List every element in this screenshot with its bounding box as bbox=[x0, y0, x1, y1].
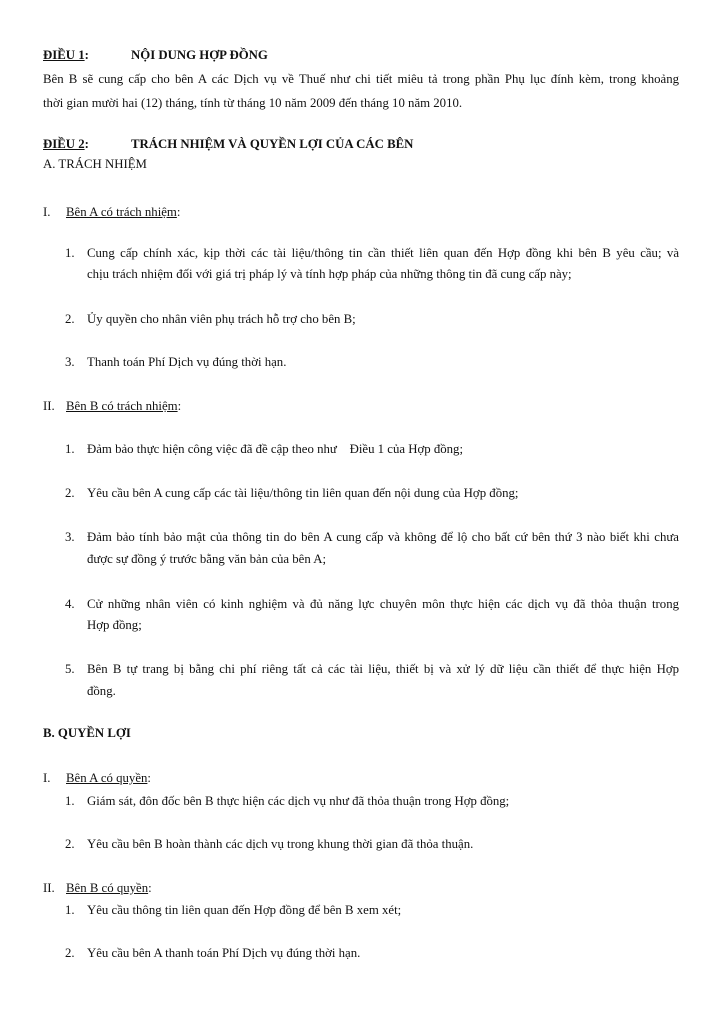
list-item-text: Thanh toán Phí Dịch vụ đúng thời hạn. bbox=[87, 355, 287, 369]
list-item-text: Yêu cầu bên A cung cấp các tài liệu/thông tin liên quan đến nội dung của Hợp đồng; bbox=[87, 486, 519, 500]
article1-number: ĐIỀU 1 bbox=[43, 48, 85, 62]
list-item-text: Cử những nhân viên có kinh nghiệm và đủ năng lực chuyên môn thực hiện các dịch vụ đã thỏa thuận trong bbox=[87, 597, 679, 611]
section-b-party-a-title-text: Bên A có quyền bbox=[66, 771, 148, 785]
article2-title: TRÁCH NHIỆM VÀ QUYỀN LỢI CỦA CÁC BÊN bbox=[131, 137, 414, 151]
section-a-party-b-title-text: Bên B có trách nhiệm bbox=[66, 399, 178, 413]
list-item-number: 3. bbox=[65, 530, 75, 544]
list-item-number: 2. bbox=[65, 946, 75, 960]
list-item-text: Hợp đồng; bbox=[87, 618, 142, 632]
section-a-party-a-title bbox=[66, 204, 180, 220]
article2-number: ĐIỀU 2 bbox=[43, 137, 85, 151]
article1-title: NỘI DUNG HỢP ĐỒNG bbox=[131, 48, 268, 62]
list-item-number: 1. bbox=[65, 442, 75, 456]
article1-colon: : bbox=[84, 48, 89, 62]
section-a-party-a-title-text: Bên A có trách nhiệm bbox=[66, 205, 177, 219]
section-b-heading: B. QUYỀN LỢI bbox=[43, 726, 131, 740]
list-item-text: chịu trách nhiệm đối với giá trị pháp lý và tính hợp pháp của những thông tin đã cung cấp này; bbox=[87, 267, 572, 281]
list-item-number: 1. bbox=[65, 246, 75, 260]
list-item-number: 3. bbox=[65, 355, 75, 369]
article1-heading bbox=[43, 47, 89, 63]
list-item-text: Giám sát, đôn đốc bên B thực hiện các dịch vụ như đã thỏa thuận trong Hợp đồng; bbox=[87, 794, 510, 808]
section-b-party-b-colon: : bbox=[148, 881, 152, 895]
article2-heading bbox=[43, 136, 89, 152]
section-b-party-b-marker: II. bbox=[43, 881, 55, 895]
section-b-party-a-colon: : bbox=[147, 771, 151, 785]
section-a-party-b-marker: II. bbox=[43, 399, 55, 413]
section-a-party-b-title bbox=[66, 398, 181, 414]
list-item-number: 4. bbox=[65, 597, 75, 611]
list-item-number: 2. bbox=[65, 486, 75, 500]
list-item-text: Ủy quyền cho nhân viên phụ trách hỗ trợ cho bên B; bbox=[87, 312, 356, 326]
section-b-party-b-title-text: Bên B có quyền bbox=[66, 881, 149, 895]
list-item-number: 1. bbox=[65, 903, 75, 917]
article1-body-line2: thời gian mười hai (12) tháng, tính từ tháng 10 năm 2009 đến tháng 10 năm 2010. bbox=[43, 96, 463, 110]
list-item-text: đồng. bbox=[87, 684, 116, 698]
section-a-party-b-colon: : bbox=[177, 399, 182, 413]
list-item-text: Đảm bảo tính bảo mật của thông tin do bên A cung cấp và không để lộ cho bất cứ bên thứ 3 nào biết khi chưa bbox=[87, 530, 679, 544]
list-item-number: 1. bbox=[65, 794, 75, 808]
list-item-number: 2. bbox=[65, 837, 75, 851]
list-item-text: Yêu cầu bên A thanh toán Phí Dịch vụ đúng thời hạn. bbox=[87, 946, 361, 960]
list-item-text: Yêu cầu thông tin liên quan đến Hợp đồng để bên B xem xét; bbox=[87, 903, 402, 917]
list-item-number: 2. bbox=[65, 312, 75, 326]
list-item-number: 5. bbox=[65, 662, 75, 676]
list-item-text: được sự đồng ý trước bằng văn bản của bên A; bbox=[87, 552, 327, 566]
section-a-party-a-marker: I. bbox=[43, 205, 51, 219]
list-item-text: Cung cấp chính xác, kịp thời các tài liệu/thông tin cần thiết liên quan đến Hợp đồng khi bên B yêu cầu; và bbox=[87, 246, 679, 260]
list-item-text: Bên B tự trang bị bằng chi phí riêng tất cả các tài liệu, thiết bị và xử lý dữ liệu cần thiết để thực hiện Hợp bbox=[87, 662, 679, 676]
list-item-text: Đảm bảo thực hiện công việc đã đề cập theo như Điều 1 của Hợp đồng; bbox=[87, 442, 463, 456]
section-a-heading: A. TRÁCH NHIỆM bbox=[43, 157, 147, 171]
article1-body-line1: Bên B sẽ cung cấp cho bên A các Dịch vụ về Thuế như chi tiết miêu tả trong phần Phụ lục đính kèm, trong khoảng bbox=[43, 72, 679, 86]
article2-colon: : bbox=[84, 137, 89, 151]
section-b-party-b-title bbox=[66, 880, 152, 896]
section-b-party-a-marker: I. bbox=[43, 771, 51, 785]
section-b-party-a-title bbox=[66, 770, 151, 786]
section-a-party-a-colon: : bbox=[176, 205, 181, 219]
list-item-text: Yêu cầu bên B hoàn thành các dịch vụ trong khung thời gian đã thỏa thuận. bbox=[87, 837, 474, 851]
